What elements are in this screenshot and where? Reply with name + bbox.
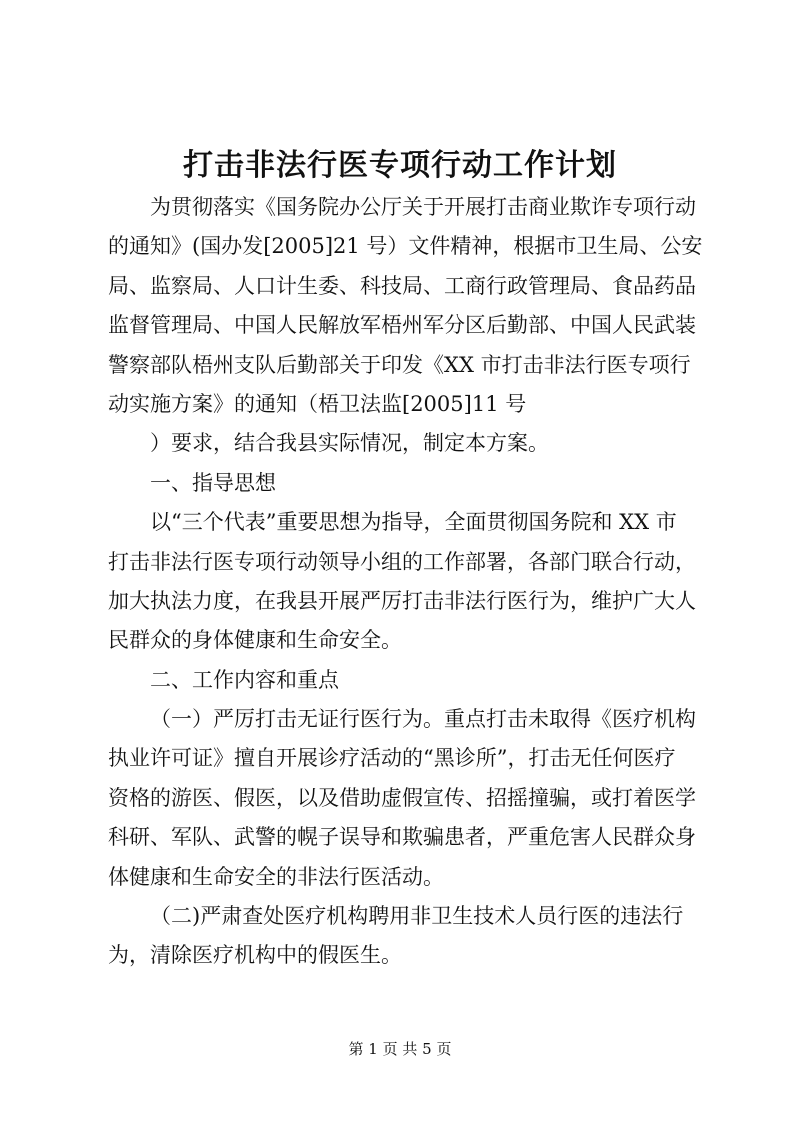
body-text-line: 以“三个代表”重要思想为指导，全面贯彻国务院和 XX 市: [150, 510, 677, 535]
body-text-line: 科研、军队、武警的幌子误导和欺骗患者，严重危害人民群众身: [108, 825, 696, 850]
body-text-line: 警察部队梧州支队后勤部关于印发《XX 市打击非法行医专项行: [108, 352, 691, 377]
body-text-line: 加大执法力度，在我县开展严厉打击非法行医行为，维护广大人: [108, 588, 696, 613]
body-text-line: 打击非法行医专项行动领导小组的工作部署，各部门联合行动，: [108, 549, 696, 574]
page-footer: 第 1 页 共 5 页: [348, 1040, 452, 1058]
body-text-line: 民群众的身体健康和生命安全。: [108, 628, 402, 653]
body-text-line: 资格的游医、假医，以及借助虚假宣传、招摇撞骗，或打着医学: [108, 785, 696, 810]
body-text-line: 局、监察局、人口计生委、科技局、工商行政管理局、食品药品: [108, 273, 696, 298]
body-text-line: 监督管理局、中国人民解放军梧州军分区后勤部、中国人民武装: [108, 313, 696, 338]
body-text-line: ）要求，结合我县实际情况，制定本方案。: [150, 431, 549, 456]
body-text-line: （二)严肃查处医疗机构聘用非卫生技术人员行医的违法行: [150, 904, 684, 929]
body-text-line: 为贯彻落实《国务院办公厅关于开展打击商业欺诈专项行动: [150, 195, 696, 219]
body-text-line: 执业许可证》擅自开展诊疗活动的“黑诊所”，打击无任何医疗: [108, 746, 676, 771]
body-text-line: 为，清除医疗机构中的假医生。: [108, 943, 402, 968]
document-title: 打击非法行医专项行动工作计划: [183, 148, 617, 183]
body-text-line: （一）严厉打击无证行医行为。重点打击未取得《医疗机构: [150, 707, 696, 732]
body-text-line: 动实施方案》的通知（梧卫法监[2005]11 号: [108, 391, 527, 416]
body-text-line: 二、工作内容和重点: [150, 667, 339, 692]
body-text-line: 的通知》(国办发[2005]21 号）文件精神，根据市卫生局、公安: [108, 234, 703, 259]
document-body: [108, 188, 708, 976]
body-text-line: 体健康和生命安全的非法行医活动。: [108, 864, 444, 889]
body-text-line: 一、指导思想: [150, 470, 276, 495]
